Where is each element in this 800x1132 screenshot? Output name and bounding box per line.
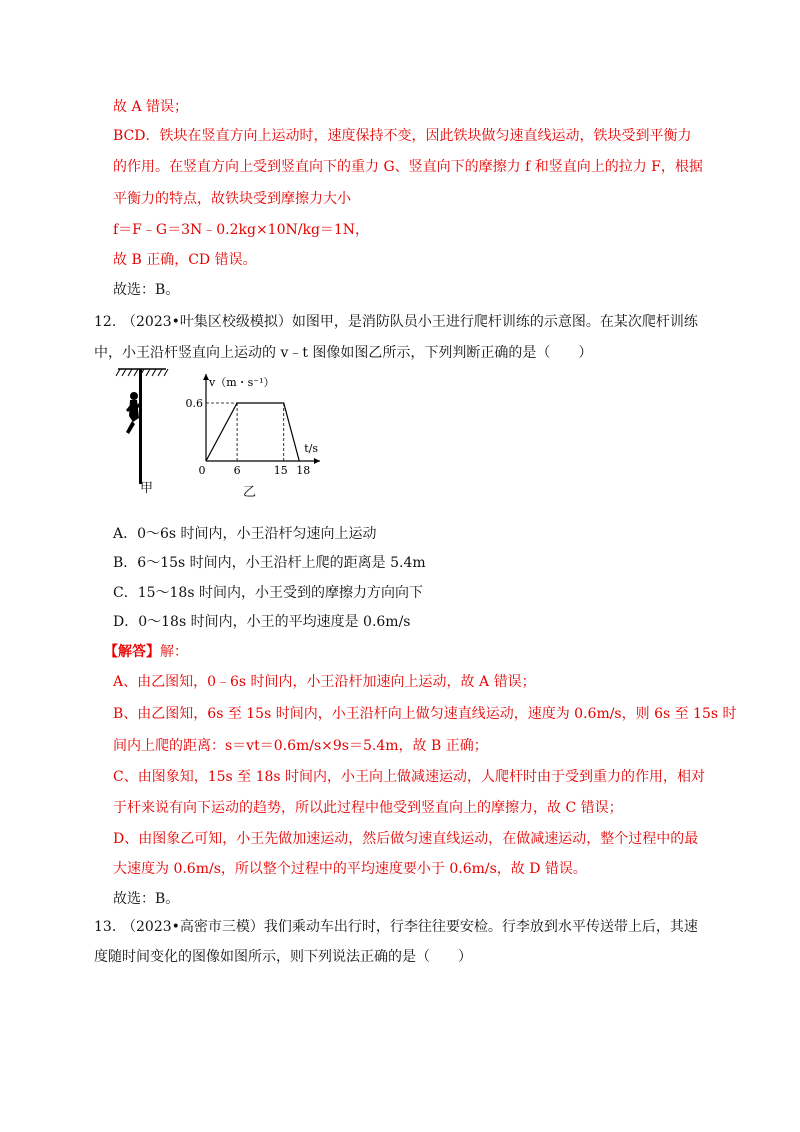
q12-solution-line-4: C、由图象知，15s 至 18s 时间内，小王向上做减速运动，人爬杆时由于受到重力的作用，相对 bbox=[113, 769, 706, 785]
series-line bbox=[206, 403, 299, 461]
x-axis-label: t/s bbox=[304, 442, 318, 455]
q12-figure-jia bbox=[112, 366, 172, 496]
prev-solution-line-3: 的作用。在竖直方向上受到竖直向下的重力 G、竖直向下的摩擦力 f 和竖直向上的拉力 F，根据 bbox=[113, 159, 703, 175]
prev-solution-line-5: f＝F﹣G＝3N﹣0.2kg×10N/kg＝1N， bbox=[113, 222, 370, 238]
x-tick-label: 18 bbox=[296, 464, 311, 477]
q12-figure-caption-yi: 乙 bbox=[243, 485, 257, 500]
q12-figure-caption-jia: 甲 bbox=[140, 481, 154, 496]
x-axis-arrow bbox=[314, 458, 320, 464]
q12-solution-line-6: D、由图象乙可知，小王先做加速运动，然后做匀速直线运动，在做减速运动，整个过程中的最 bbox=[113, 831, 699, 847]
prev-answer: 故选：B。 bbox=[113, 282, 180, 298]
q12-solution-line-3: 间内上爬的距离：s＝vt＝0.6m/s×9s＝5.4m，故 B 正确； bbox=[113, 738, 488, 754]
prev-solution-line-6: 故 B 正确，CD 错误。 bbox=[113, 252, 257, 268]
x-tick-label: 15 bbox=[273, 464, 288, 477]
y-tick-label: 0.6 bbox=[185, 397, 203, 410]
q12-option-a: A．0～6s 时间内，小王沿杆匀速向上运动 bbox=[113, 526, 377, 542]
x-tick-label: 6 bbox=[233, 464, 241, 477]
y-axis-label: v（m・s⁻¹） bbox=[209, 376, 275, 389]
q12-stem-line-2: 中，小王沿杆竖直向上运动的 v﹣t 图像如图乙所示，下列判断正确的是（ ） bbox=[94, 345, 593, 361]
q12-solution-line-7: 大速度为 0.6m/s，所以整个过程中的平均速度要小于 0.6m/s，故 D 错误。 bbox=[113, 861, 587, 877]
q12-solution-line-2: B、由乙图知，6s 至 15s 时间内，小王沿杆向上做匀速直线运动，速度为 0.6m/s，则 6s 至 15s 时 bbox=[113, 706, 737, 722]
prev-solution-line-2: BCD．铁块在竖直方向上运动时，速度保持不变，因此铁块做匀速直线运动，铁块受到平衡力 bbox=[113, 128, 692, 144]
q12-answer: 故选：B。 bbox=[113, 891, 180, 907]
q12-vt-chart bbox=[180, 366, 330, 482]
prev-solution-line-1: 故 A 错误； bbox=[113, 99, 189, 115]
q12-answer-tag-suffix: 解： bbox=[160, 644, 188, 660]
q12-number: 12. bbox=[94, 314, 117, 330]
q13-stem-line-1: （2023•高密市三模）我们乘动车出行时，行李往往要安检。行李放到水平传送带上后，其速 bbox=[122, 919, 698, 935]
q12-option-b: B．6～15s 时间内，小王沿杆上爬的距离是 5.4m bbox=[113, 555, 426, 571]
q12-answer-heading bbox=[104, 642, 188, 662]
q12-option-c: C．15～18s 时间内，小王受到的摩擦力方向向下 bbox=[113, 585, 423, 601]
q13-stem-line-2: 度随时间变化的图像如图所示，则下列说法正确的是（ ） bbox=[94, 949, 472, 965]
prev-solution-line-4: 平衡力的特点，故铁块受到摩擦力大小 bbox=[113, 191, 351, 207]
q12-stem-line-1: （2023•叶集区校级模拟）如图甲，是消防队员小王进行爬杆训练的示意图。在某次爬杆训练 bbox=[122, 314, 698, 330]
q12-option-d: D．0～18s 时间内，小王的平均速度是 0.6m/s bbox=[113, 614, 411, 630]
q12-solution-line-5: 于杆来说有向下运动的趋势，所以此过程中他受到竖直向上的摩擦力，故 C 错误； bbox=[113, 800, 623, 816]
x-tick-label: 0 bbox=[198, 464, 206, 477]
q12-solution-line-1: A、由乙图知，0﹣6s 时间内，小王沿杆加速向上运动，故 A 错误； bbox=[113, 674, 536, 690]
q12-answer-tag: 【解答】 bbox=[104, 644, 160, 660]
q13-number: 13. bbox=[94, 919, 117, 935]
